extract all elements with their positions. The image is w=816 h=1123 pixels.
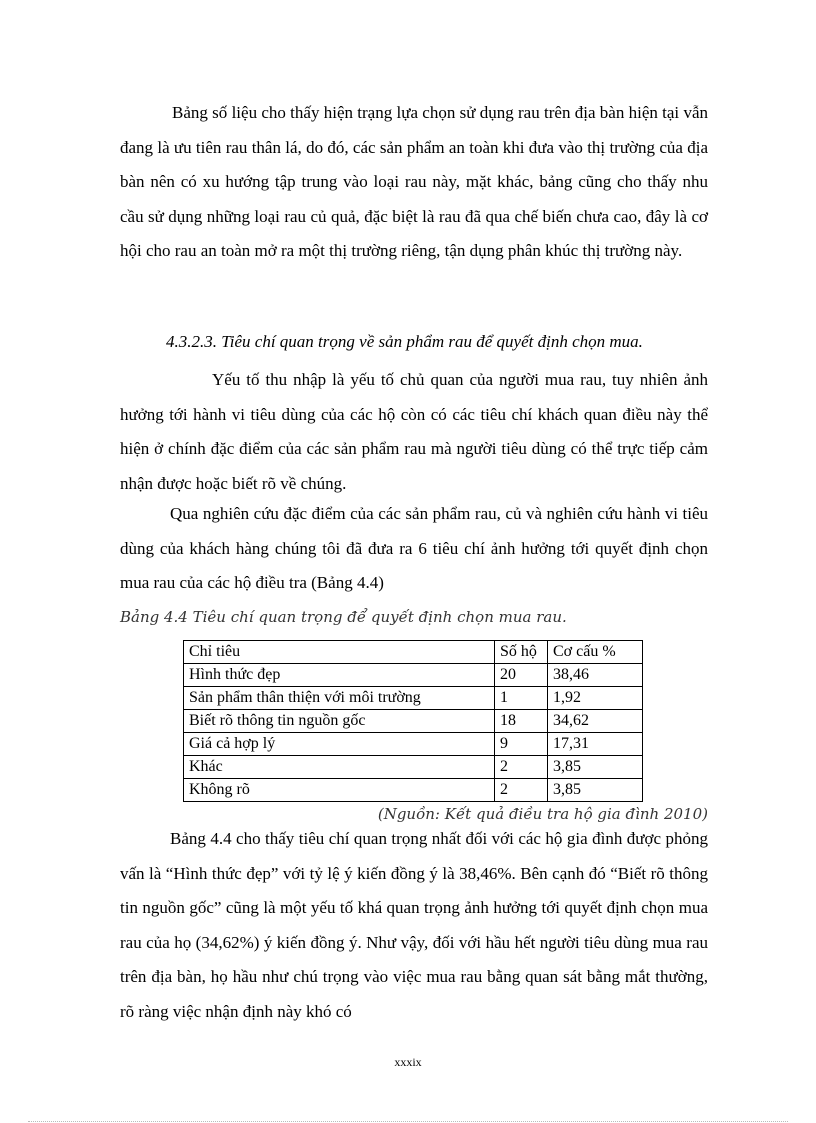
page-bottom-divider bbox=[28, 1121, 788, 1122]
section-heading: 4.3.2.3. Tiêu chí quan trọng về sản phẩm rau để quyết định chọn mua. bbox=[166, 332, 643, 351]
cell-criteria: Giá cả hợp lý bbox=[184, 733, 495, 756]
paragraph-4: Bảng 4.4 cho thấy tiêu chí quan trọng nhất đối với các hộ gia đình được phỏng vấn là “Hình thức đẹp” với tỷ lệ ý kiến đồng ý là 38,46%. Bên cạnh đó “Biết rõ thông tin nguồn gốc” cũng là một yếu tố khá quan trọng ảnh hưởng tới quyết định chọn mua rau của họ (34,62%) ý kiến đồng ý. Như vậy, đối với hầu hết người tiêu dùng mua rau trên địa bàn, họ hầu như chú trọng vào việc mua rau bằng quan sát bằng mắt thường, rõ ràng việc nhận định này khó có bbox=[120, 829, 708, 1021]
table-row bbox=[184, 756, 643, 779]
cell-percent: 1,92 bbox=[548, 687, 643, 710]
header-criteria: Chỉ tiêu bbox=[184, 641, 495, 664]
cell-percent: 3,85 bbox=[548, 779, 643, 802]
header-percent: Cơ cấu % bbox=[548, 641, 643, 664]
header-households: Số hộ bbox=[495, 641, 548, 664]
cell-percent: 3,85 bbox=[548, 756, 643, 779]
cell-households: 9 bbox=[495, 733, 548, 756]
table-source-note: (Nguồn: Kết quả điều tra hộ gia đình 2010) bbox=[377, 805, 708, 823]
table-row bbox=[184, 733, 643, 756]
cell-households: 20 bbox=[495, 664, 548, 687]
cell-households: 1 bbox=[495, 687, 548, 710]
cell-percent: 17,31 bbox=[548, 733, 643, 756]
cell-percent: 34,62 bbox=[548, 710, 643, 733]
criteria-table bbox=[183, 640, 643, 802]
table-row bbox=[184, 710, 643, 733]
cell-criteria: Biết rõ thông tin nguồn gốc bbox=[184, 710, 495, 733]
page-number: xxxix bbox=[394, 1055, 422, 1069]
cell-criteria: Hình thức đẹp bbox=[184, 664, 495, 687]
cell-percent: 38,46 bbox=[548, 664, 643, 687]
table-header-row bbox=[184, 641, 643, 664]
table-row bbox=[184, 687, 643, 710]
table-caption: Bảng 4.4 Tiêu chí quan trọng để quyết định chọn mua rau. bbox=[120, 608, 567, 626]
cell-criteria: Khác bbox=[184, 756, 495, 779]
cell-households: 2 bbox=[495, 756, 548, 779]
cell-households: 2 bbox=[495, 779, 548, 802]
paragraph-3: Qua nghiên cứu đặc điểm của các sản phẩm rau, củ và nghiên cứu hành vi tiêu dùng của khách hàng chúng tôi đã đưa ra 6 tiêu chí ảnh hưởng tới quyết định chọn mua rau của các hộ điều tra (Bảng 4.4) bbox=[120, 504, 708, 592]
paragraph-2: Yếu tố thu nhập là yếu tố chủ quan của người mua rau, tuy nhiên ảnh hưởng tới hành vi tiêu dùng của các hộ còn có các tiêu chí khách quan điều này thể hiện ở chính đặc điểm của các sản phẩm rau mà người tiêu dùng có thể trực tiếp cảm nhận được hoặc biết rõ về chúng. bbox=[120, 370, 708, 493]
cell-criteria: Sản phẩm thân thiện với môi trường bbox=[184, 687, 495, 710]
cell-criteria: Không rõ bbox=[184, 779, 495, 802]
table-row bbox=[184, 779, 643, 802]
cell-households: 18 bbox=[495, 710, 548, 733]
table-row bbox=[184, 664, 643, 687]
paragraph-1: Bảng số liệu cho thấy hiện trạng lựa chọn sử dụng rau trên địa bàn hiện tại vẫn đang là ưu tiên rau thân lá, do đó, các sản phẩm an toàn khi đưa vào thị trường của địa bàn nên có xu hướng tập trung vào loại rau này, mặt khác, bảng cũng cho thấy nhu cầu sử dụng những loại rau củ quả, đặc biệt là rau đã qua chế biến chưa cao, đây là cơ hội cho rau an toàn mở ra một thị trường riêng, tận dụng phân khúc thị trường này. bbox=[120, 103, 708, 260]
